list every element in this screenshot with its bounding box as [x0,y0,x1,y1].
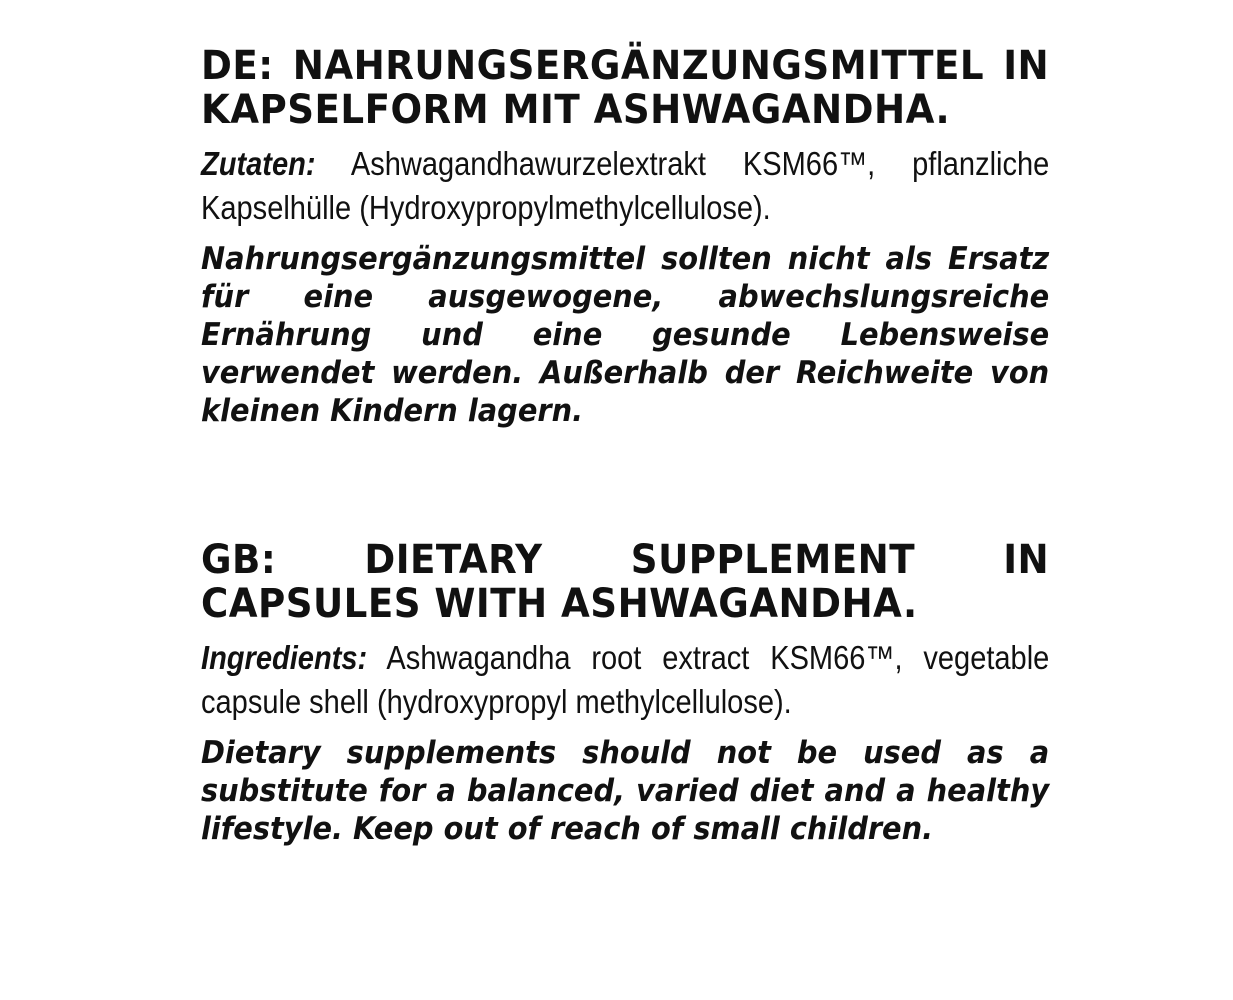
ingredients-text-gb: Ashwagandha root extract KSM66™, vegetable capsule shell (hydroxypropyl methylcellulose). [201,639,1050,720]
ingredients-de [201,142,1049,230]
warning-gb: Dietary supplements should not be used as a substitute for a balanced, varied diet and a healthy lifestyle. Keep out of reach of small children. [201,735,1050,847]
ingredients-text-de: Ashwagandhawurzelextrakt KSM66™, pflanzliche Kapselhülle (Hydroxypropylmethylcellulose). [201,145,1050,226]
label-section-gb [201,538,1049,848]
ingredients-label-de: Zutaten: [201,145,316,182]
ingredients-gb [201,636,1049,724]
label-section-de [201,44,1049,430]
heading-de: DE: NAHRUNGSERGÄNZUNGSMITTEL IN KAPSELFORM MIT ASHWAGANDHA. [201,43,1050,133]
warning-de: Nahrungsergänzungsmittel sollten nicht als Ersatz für eine ausgewogene, abwechslungsreiche Ernährung und eine gesunde Lebensweise verwendet werden. Außerhalb der Reichweite von kleinen Kindern lagern. [201,241,1050,429]
ingredients-label-gb: Ingredients: [201,639,368,676]
heading-gb: GB: DIETARY SUPPLEMENT IN CAPSULES WITH ASHWAGANDHA. [201,537,1050,627]
